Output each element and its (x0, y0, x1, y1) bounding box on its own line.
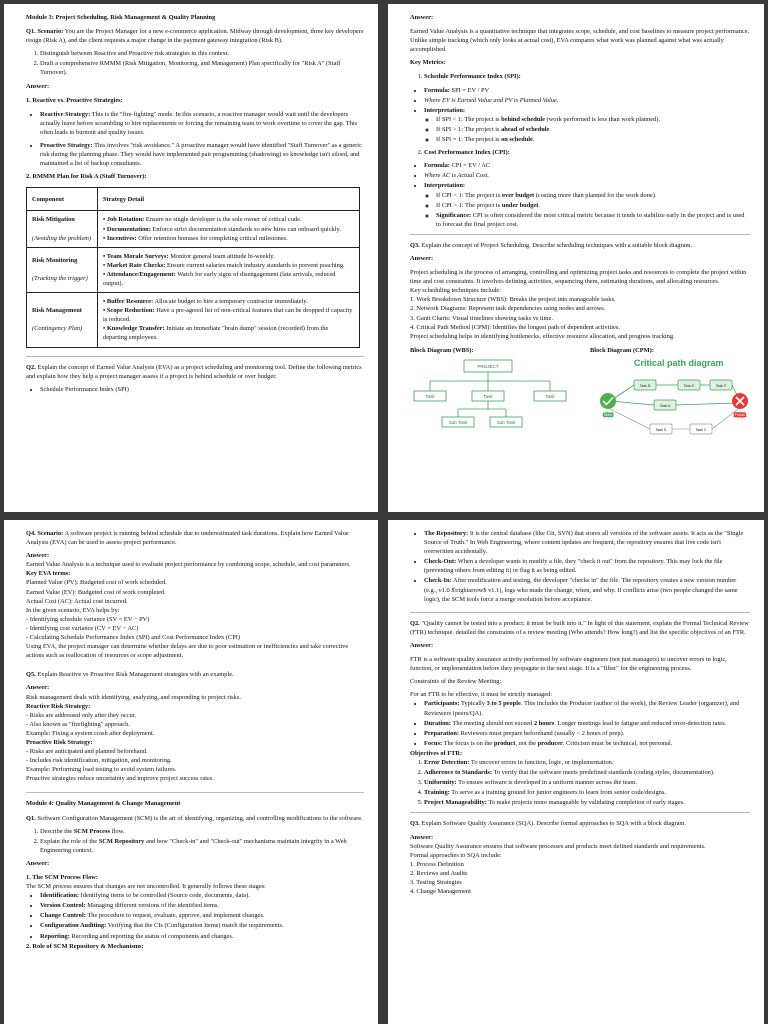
svg-text:Sub Task: Sub Task (496, 419, 516, 425)
table-cell: • Buffer Resource: Allocate budget to hire a temporary contractor immediately. • Scope Reduction: Have a pre-agreed list of non-critical features that can be dropped if capacity is reduced. • Knowledge Transfer: Initiate an immediate "brain dump" session (recorded) from the departing employees. (98, 293, 360, 347)
wbs-task-node (472, 391, 504, 401)
wbs-task-node (414, 391, 446, 401)
list-item: • Interpretation: ◦ If CPI < 1: The project is over budget (costing more than planned for the work done). ◦ If CPI > 1: The project is under budget. ◦ Significance: CPI is often considered the most critical metric because it tends to stabilize early in the project and is used to forecast the final project cost. (424, 181, 750, 228)
table-row (27, 293, 360, 347)
table-header: Strategy Detail (98, 188, 360, 211)
list-item: • The Repository: It is the central database (like Git, SVN) that stores all versions of the software assets. It acts as the "Single Source of Truth." In Web Engineering, where content updates are frequent, the repository ensures that live code isn't overwritten accidentally. (424, 529, 750, 556)
table-header-row (27, 188, 360, 211)
sqa-text: Software Quality Assurance ensures that software processes and products meet defined standards and requirements. (410, 842, 706, 850)
svg-text:Task A: Task A (659, 403, 671, 408)
wbs-figure (410, 346, 570, 442)
wbs-subtask-node (490, 417, 522, 427)
finish-cross-icon (732, 393, 748, 409)
reactive-line: - Risks are addressed only after they occur. (26, 711, 137, 719)
svg-text:Task B: Task B (639, 383, 651, 388)
table-row (27, 247, 360, 292)
eva-line: Earned Value (EV): Budgeted cost of work completed. (26, 588, 166, 596)
list-item: • Change Control: The procedure to request, evaluate, approve, and implement changes. (40, 911, 364, 920)
table-cell: Risk Mitigation (Avoiding the problem) (27, 211, 98, 247)
technique-line: 2. Network Diagrams: Represent task dependencies using nodes and arrows. (410, 305, 606, 313)
table-cell: • Team Morale Surveys: Monitor general team attitude bi-weekly. • Market Rate Checks: Ensure current salaries match industry standards to prevent poaching. • Attendance/Engagement: Watch for early signs of disengagement (late arrivals, reduced output). (98, 247, 360, 292)
cpi-interp-list (424, 191, 750, 229)
wbs-caption: Block Diagram (WBS): (410, 346, 474, 354)
scheduling-text: Project scheduling is the process of arranging, controlling and optimizing project tasks and resources to complete the project within time and cost constraints. It involves defining activities, sequencing them, estimating durations, and allocating resources. (410, 269, 747, 286)
cpm-task-node (634, 380, 656, 390)
cpm-diagram (590, 357, 750, 439)
wbs-diagram (410, 357, 570, 439)
scm-intro: The SCM process ensures that changes are not uncontrolled. It generally follows these stages: (26, 883, 266, 891)
q1-list (26, 49, 364, 77)
svg-text:Task F: Task F (715, 383, 727, 388)
cpi-heading-list (410, 148, 750, 157)
eva-line: - Calculating Schedule Performance Index (SPI) and Cost Performance Index (CPI) (26, 634, 241, 642)
technique-line: 4. Critical Path Method (CPM): Identifies the longest path of dependent activities. (410, 323, 620, 331)
repo-list (410, 529, 750, 604)
eva-using: Using EVA, the project manager can determine whether delays are due to poor estimation or inefficiencies and take corrective actions such as reallocation of resources or scope adjustment. (26, 643, 349, 660)
eva-line: - Identifying cost variance (CV = EV − AC) (26, 624, 139, 632)
start-check-icon (600, 393, 616, 409)
list-item: 2. Explain the role of the SCM Repository and how "Check-in" and "Check-out" mechanisms maintain integrity in a Web Engineering context. (40, 837, 364, 855)
list-item: 4. Training: To serve as a training ground for junior engineers to learn from senior code/designs. (424, 788, 750, 797)
list-item: • Preparation: Reviewers must prepare beforehand (usually < 2 hours of prep). (424, 729, 750, 738)
list-item: • Reactive Strategy: This is the "fire-fighting" mode. In this scenario, a reactive manager would wait until the developers actually leave before scrambling to hire replacements or forcing the remaining team to work overtime to cover the gap. This often leads to burnout and quality issues. (40, 110, 364, 137)
answer-label: Answer: (26, 859, 50, 867)
formal-item: 3. Testing Strategies (410, 879, 462, 886)
svg-text:Task D: Task D (655, 427, 667, 432)
answer-label: Answer: (26, 82, 50, 90)
divider (410, 812, 750, 813)
strategy-list (26, 110, 364, 169)
module-title: Module 4: Quality Management & Change Management (26, 800, 181, 808)
list-item: • Identification: Identifying items to be controlled (Source code, documents, data). (40, 891, 364, 900)
ftr-text: FTR is a software quality assurance activity performed by software engineers (not just managers) to uncover errors in logic, function, or implementation before they propagate to the next stage. It is a "filter" for the engineering process. (410, 656, 727, 673)
cpm-title: Critical path diagram (634, 357, 724, 368)
proactive-line: - Risks are anticipated and planned beforehand. (26, 748, 148, 756)
section-heading: Key Metrics: (410, 59, 446, 67)
cpm-task-node (650, 424, 672, 434)
list-item: • Check-In: After modification and testing, the developer "checks in" the file. The repository creates a new version number (e.g., v1.0 $\rightarrow$ v1.1), logs who made the change, when, and why. If conflicts arise (two people changed the same logic), the SCM tools force a merge resolution before acceptance. (424, 576, 750, 603)
list-item: 1. Describe the SCM Process flow. (40, 827, 364, 836)
wbs-task-node (534, 391, 566, 401)
list-item: • Schedule Performance Index (SPI) (40, 385, 364, 394)
q5-intro: Risk management deals with identifying, analyzing, and responding to project risks. (26, 693, 241, 701)
list-item: • Proactive Strategy: This involves "risk avoidance." A proactive manager would have identified "Staff Turnover" as a generic risk during the planning phase. They would have implemented pair programming (shadowing) so knowledge isn't siloed, and maintained a list of backup consultants. (40, 141, 364, 168)
objectives-list (410, 758, 750, 807)
scm-heading: 1. The SCM Process Flow: (26, 874, 99, 881)
divider (26, 792, 364, 793)
answer-label: Answer: (26, 552, 50, 560)
q4-scenario: Q4. Scenario: A software project is running behind schedule due to underestimated task durations. Explain how Earned Value Analysis (EVA) can be used to assess project performance. (26, 530, 349, 547)
list-item: 1. Error Detection: To uncover errors in function, logic, or implementation. (424, 758, 750, 767)
section-heading: 1. Reactive vs. Proactive Strategies: (26, 96, 123, 104)
q1-scenario: Q1. Scenario: You are the Project Manager for a new e-commerce application. Midway through development, three key developers resign (Risk A), and the client requests a major change in the payment gateway integration (Risk B). (26, 28, 364, 45)
list-item: ◦ Significance: CPI is often considered the most critical metric because it tends to stabilize early in the project and is used to forecast the final project cost. (436, 211, 750, 229)
role-heading: 2. Role of SCM Repository & Mechanisms: (26, 942, 144, 950)
list-item: ◦ If SPI < 1: The project is behind schedule (work performed is less than work planned). (436, 115, 750, 124)
cpm-task-node (690, 424, 712, 434)
cpm-task-node (678, 380, 700, 390)
divider (26, 356, 364, 357)
wbs-subtask-node (442, 417, 474, 427)
list-item: ◦ If SPI = 1: The project is on schedule. (436, 135, 750, 144)
table-header: Component (27, 188, 98, 211)
divider (410, 612, 750, 613)
formal-item: 2. Reviews and Audits (410, 869, 468, 877)
proactive-line: - Includes risk identification, mitigation, and monitoring. (26, 757, 172, 765)
list-item: 2. Draft a comprehensive RMMM (Risk Mitigation, Monitoring, and Management) Plan specifically for "Risk A" (Staff Turnover). (40, 59, 364, 77)
answer-label: Answer: (410, 254, 434, 262)
formal-intro: Formal approaches to SQA include: (410, 851, 502, 859)
q3-question: Q3. Explain the concept of Project Scheduling. Describe scheduling techniques with a suitable block diagram. (410, 241, 693, 249)
techniques-intro: Key scheduling techniques include: (410, 287, 502, 295)
answer-label: Answer: (410, 833, 434, 841)
list-item: • Configuration Auditing: Verifying that the CIs (Configuration Items) match the requirements. (40, 921, 364, 930)
table-cell: • Job Rotation: Ensure no single developer is the sole owner of critical code. • Documentation: Enforce strict documentation standards so new hires can onboard quickly. • Incentives: Offer retention bonuses for completing critical milestones. (98, 211, 360, 247)
list-item: • Formula: SPI = EV / PV (424, 86, 750, 95)
proactive-line: Proactive strategies reduce uncertainty and improve project success rates. (26, 775, 214, 783)
eva-terms-heading: Key EVA terms: (26, 570, 71, 578)
wbs-root-node (464, 360, 512, 372)
q5-question: Q5. Explain Reactive vs Proactive Risk Management strategies with an example. (26, 671, 234, 679)
list-item: 2. Adherence to Standards: To verify that the software meets predefined standards (coding styles, documentation). (424, 768, 750, 777)
list-item: • Focus: The focus is on the product, not the producer. Criticism must be technical, not personal. (424, 739, 750, 748)
q2-question: Q2. Explain the concept of Earned Value Analysis (EVA) as a project scheduling and monitoring tool. Define the following metrics and explain how they help a project manager assess if a project is behind schedule or over budget: (26, 363, 362, 380)
q1-question: Q1. Software Configuration Management (SCM) is the art of identifying, organizing, and controlling modifications to the software. (26, 814, 363, 822)
q3-question: Q3. Explain Software Quality Assurance (SQA). Describe formal approaches to SQA with a block diagram. (410, 820, 686, 828)
list-item: • Where EV is Earned Value and PV is Planned Value. (424, 96, 750, 105)
list-item: • Duration: The meeting should not exceed 2 hours. Longer meetings lead to fatigue and reduced error-detection rates. (424, 719, 750, 728)
cpm-task-node (710, 380, 732, 390)
spi-interp-list (424, 115, 750, 144)
technique-line: 3. Gantt Charts: Visual timelines showing tasks vs time. (410, 314, 553, 322)
list-item: 5. Project Manageability: To make projects more manageable by validating completion of early stages. (424, 798, 750, 807)
scheduling-help: Project scheduling helps in identifying bottlenecks, effective resource allocation, and progress tracking. (410, 332, 675, 340)
svg-text:Task: Task (425, 393, 435, 399)
page-module3-4 (4, 520, 378, 1024)
spi-details (410, 86, 750, 145)
formal-item: 1. Process Definition (410, 860, 464, 868)
eva-line: Planned Value (PV): Budgeted cost of work scheduled. (26, 579, 167, 587)
page-module4 (388, 520, 764, 1024)
svg-text:Task E: Task E (683, 383, 695, 388)
list-item: • Check-Out: When a developer wants to modify a file, they "check it out" from the repository. This may lock the file (preventing others from editing it) or flag it as being edited. (424, 557, 750, 575)
scm-list (26, 891, 364, 940)
svg-text:Task: Task (483, 393, 493, 399)
reactive-line: - Also known as "firefighting" approach. (26, 720, 130, 728)
svg-text:Task C: Task C (695, 427, 707, 432)
eva-line: In the given scenario, EVA helps by: (26, 606, 120, 614)
cpm-task-node (654, 400, 676, 410)
q2-list (26, 385, 364, 394)
cpm-finish-label: Finish (734, 411, 746, 417)
rmmm-table (26, 187, 360, 347)
technique-line: 1. Work Breakdown Structure (WBS): Breaks the project into manageable tasks. (410, 296, 616, 304)
section-heading: 2. RMMM Plan for Risk A (Staff Turnover): (26, 173, 147, 181)
page-module3-part2 (388, 4, 764, 512)
svg-text:Task: Task (545, 393, 555, 399)
table-cell: Risk Monitoring (Tracking the trigger) (27, 247, 98, 292)
list-item: 3. Uniformity: To ensure software is developed in a uniform manner across the team. (424, 778, 750, 787)
answer-label: Answer: (410, 14, 434, 21)
list-item: • Interpretation: ◦ If SPI < 1: The project is behind schedule (work performed is less than work planned). ◦ If SPI > 1: The project is ahead of schedule. ◦ If SPI = 1: The project is on schedule. (424, 106, 750, 144)
module-title: Module 3: Project Scheduling, Risk Management & Quality Planning (26, 14, 216, 21)
list-item: 2. Cost Performance Index (CPI): (424, 148, 750, 157)
cpi-details (410, 161, 750, 229)
constraints-intro: For an FTR to be effective, it must be strictly managed: (410, 691, 553, 699)
reactive-line: Example: Fixing a system crash after deployment. (26, 729, 155, 737)
list-item: • Version Control: Managing different versions of the identified items. (40, 901, 364, 910)
table-cell: Risk Management (Contingency Plan) (27, 293, 98, 347)
list-item: 1. Schedule Performance Index (SPI): (424, 72, 750, 81)
diagram-row (410, 346, 750, 442)
list-item: • Where AC is Actual Cost. (424, 171, 750, 180)
spi-heading-list (410, 72, 750, 81)
q1-list (26, 827, 364, 855)
reactive-heading: Reactive Risk Strategy: (26, 702, 91, 710)
answer-label: Answer: (26, 684, 50, 692)
proactive-heading: Proactive Risk Strategy: (26, 738, 93, 746)
page-module3-part1 (4, 4, 378, 512)
svg-text:PROJECT: PROJECT (477, 363, 499, 369)
formal-item: 4. Change Management (410, 888, 471, 896)
eva-line: - Identifying schedule variance (SV = EV − PV) (26, 615, 150, 623)
proactive-line: Example: Performing load testing to avoid system failures. (26, 766, 177, 774)
q2-question: Q2. "Quality cannot be tested into a product; it must be built into it." In light of this statement, explain the Formal Technical Review (FTR) technique. detailed the constraints of a review meeting (Who attends? How long?) and list the specific objectives of an FTR. (410, 619, 749, 636)
list-item: ◦ If CPI > 1: The project is under budget. (436, 201, 750, 210)
list-item: 1. Distinguish between Reactive and Proactive risk strategies in this context. (40, 49, 364, 58)
svg-text:Sub Task: Sub Task (448, 419, 468, 425)
constraints-heading: Constraints of the Review Meeting: (410, 678, 502, 686)
constraints-list (410, 699, 750, 747)
eva-intro: Earned Value Analysis is a quantitative technique that integrates scope, schedule, and cost baselines to measure project performance. Unlike simple tracking (which only looks at actual cost), EVA compares what work was planned against what was actually accomplished. (410, 28, 750, 54)
cpm-caption: Block Diagram (CPM): (590, 346, 654, 354)
list-item: • Reporting: Recording and reporting the status of components and changes. (40, 932, 364, 941)
list-item: ◦ If SPI > 1: The project is ahead of schedule. (436, 125, 750, 134)
q4-answer: Earned Value Analysis is a technique used to evaluate project performance by combining scope, schedule, and cost parameters. (26, 561, 351, 569)
list-item: • Participants: Typically 3 to 5 people. This includes the Producer (author of the work), the Review Leader (organizer), and Reviewers (peers/QA). (424, 699, 750, 717)
answer-label: Answer: (410, 641, 434, 649)
divider (410, 234, 750, 235)
list-item: ◦ If CPI < 1: The project is over budget (costing more than planned for the work done). (436, 191, 750, 200)
table-row (27, 211, 360, 247)
list-item: • Formula: CPI = EV / AC (424, 161, 750, 170)
cpm-figure (590, 346, 750, 442)
objectives-heading: Objectives of FTR: (410, 749, 463, 757)
cpm-start-label: Start (603, 411, 613, 417)
eva-line: Actual Cost (AC): Actual cost incurred. (26, 597, 128, 605)
